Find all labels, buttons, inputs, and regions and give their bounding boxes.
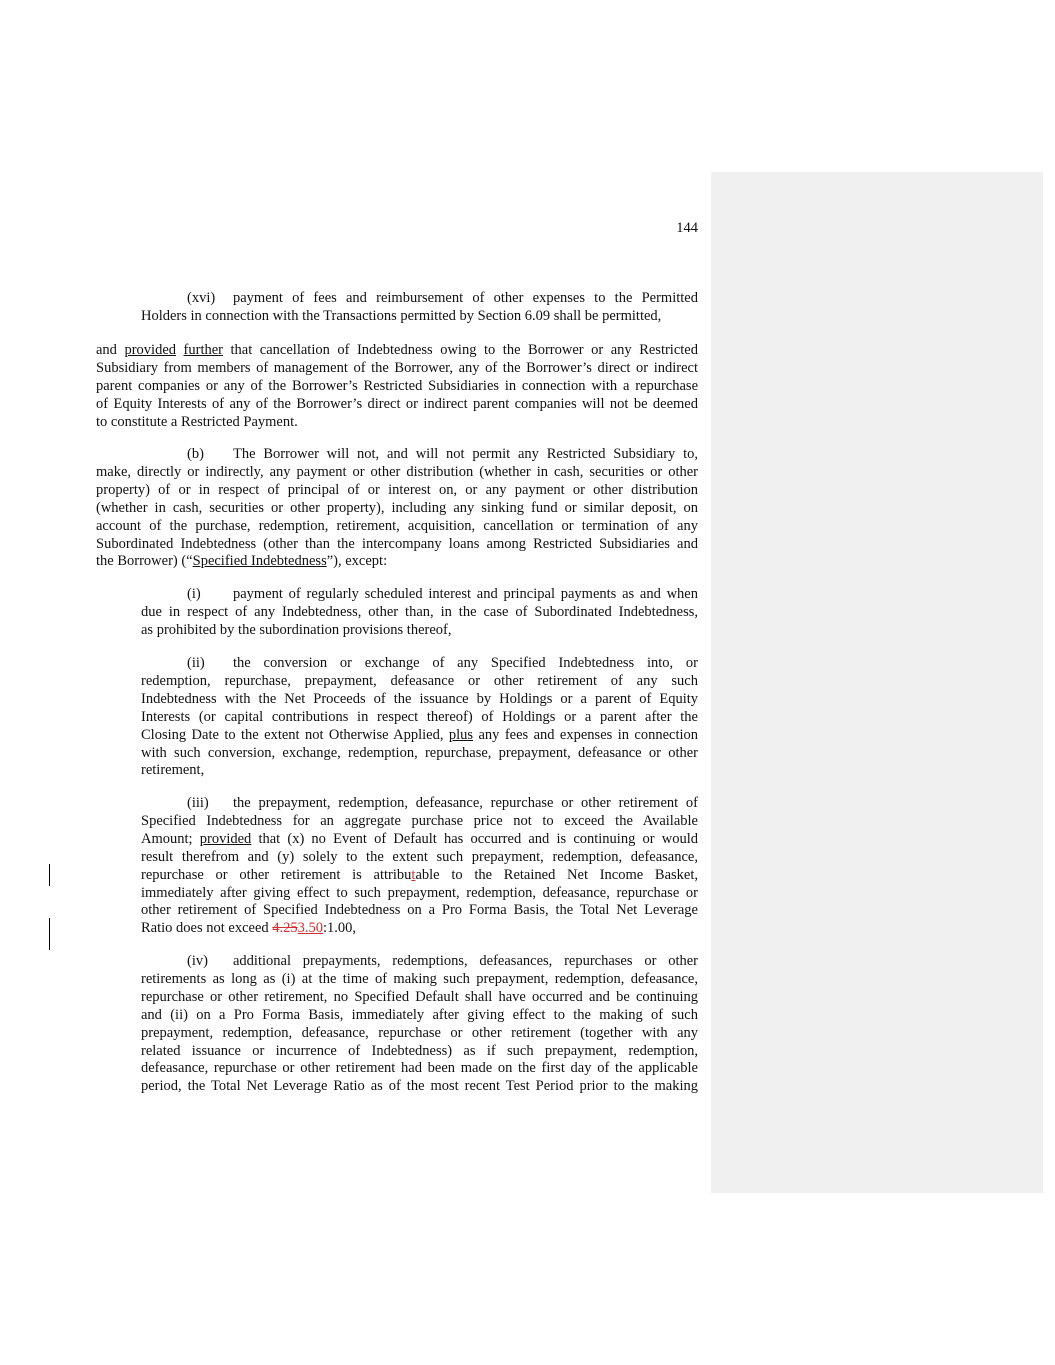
paragraph-line: Subsidiary from members of management of the Borrower, any of the Borrower’s direct or indirect	[96, 359, 698, 376]
paragraph-line: redemption, repurchase, prepayment, defeasance or other retirement of any such	[141, 672, 698, 689]
paragraph-line: Holders in connection with the Transactions permitted by Section 6.09 shall be permitted,	[141, 307, 662, 324]
change-bar	[49, 864, 50, 886]
inserted-text: 3.50	[297, 920, 324, 937]
paragraph-line: immediately after giving effect to such prepayment, redemption, defeasance, repurchase or	[141, 884, 698, 901]
deleted-text: 4.25	[272, 920, 298, 937]
paragraph-xvi	[141, 290, 698, 326]
defined-term: further	[183, 342, 223, 358]
defined-term: provided	[199, 830, 252, 847]
paragraph-line: (xvi) payment of fees and reimbursement of other expenses to the Permitted	[187, 290, 698, 306]
paragraph-line: Amount; provided that (x) no Event of Default has occurred and is continuing or would	[141, 830, 699, 847]
paragraph-line: and (ii) on a Pro Forma Basis, immediately after giving effect to the making of such	[141, 1006, 698, 1023]
paragraph-line: (iii) the prepayment, redemption, defeasance, repurchase or other retirement of	[187, 795, 698, 811]
paragraph-line: defeasance, repurchase or other retirement had been made on the first day of the applicable	[141, 1060, 698, 1077]
paragraph-line: retirement,	[141, 762, 205, 779]
defined-term: plus	[448, 726, 474, 743]
paragraph-line: Interests (or capital contributions in respect thereof) of Holdings or a parent after the	[141, 708, 698, 725]
paragraph-proviso	[96, 342, 698, 432]
paragraph-line: account of the purchase, redemption, retirement, acquisition, cancellation or termination of any	[96, 517, 698, 534]
paragraph-b	[96, 446, 698, 571]
change-bar	[49, 918, 50, 950]
paragraph-line: (whether in cash, securities or other property), including any sinking fund or similar deposit, on	[96, 499, 698, 516]
paragraph-line: (iv) additional prepayments, redemptions, defeasances, repurchases or other	[187, 953, 698, 969]
paragraph-line: Subordinated Indebtedness (other than the intercompany loans among Restricted Subsidiaries and	[96, 535, 698, 552]
clause-marker: (xvi)	[187, 290, 216, 306]
paragraph-line: to constitute a Restricted Payment.	[96, 413, 298, 430]
paragraph-line: with such conversion, exchange, redemption, repurchase, prepayment, defeasance or other	[141, 744, 698, 761]
paragraph-i	[141, 586, 698, 640]
clause-marker: (b)	[187, 446, 204, 462]
paragraph-line: Specified Indebtedness for an aggregate purchase price not to exceed the Available	[141, 812, 698, 829]
paragraph-line: related issuance or incurrence of Indebtedness) as if such prepayment, redemption,	[141, 1042, 698, 1059]
paragraph-line: parent companies or any of the Borrower’s Restricted Subsidiaries in connection with a repurchase	[96, 377, 698, 394]
paragraph-line: (ii) the conversion or exchange of any Specified Indebtedness into, or	[187, 655, 698, 671]
paragraph-line: (b) The Borrower will not, and will not permit any Restricted Subsidiary to,	[187, 446, 698, 462]
paragraph-line: repurchase or other retirement, no Specified Default shall have occurred and be continuing	[141, 988, 698, 1005]
page-number: 144	[676, 220, 698, 236]
paragraph-line: Indebtedness with the Net Proceeds of the issuance by Holdings or a parent of Equity	[141, 690, 698, 707]
paragraph-line: as prohibited by the subordination provisions thereof,	[141, 621, 452, 638]
paragraph-line: result therefrom and (y) solely to the extent such prepayment, redemption, defeasance,	[141, 848, 698, 865]
paragraph-line: Closing Date to the extent not Otherwise Applied, plus any fees and expenses in connection	[141, 726, 698, 743]
paragraph-line: and provided further that cancellation of Indebtedness owing to the Borrower or any Restricted	[96, 342, 698, 358]
paragraph-iii	[141, 795, 698, 938]
paragraph-line: of Equity Interests of any of the Borrower’s direct or indirect parent companies will not be deemed	[96, 395, 698, 412]
paragraph-ii	[141, 655, 698, 780]
paragraph-line: period, the Total Net Leverage Ratio as of the most recent Test Period prior to the making	[141, 1078, 698, 1095]
paragraph-line: repurchase or other retirement is attributable to the Retained Net Income Basket,	[141, 866, 699, 883]
paragraph-line: due in respect of any Indebtedness, other than, in the case of Subordinated Indebtedness,	[141, 603, 698, 620]
clause-marker: (iii)	[187, 795, 209, 811]
paragraph-line: make, directly or indirectly, any payment or other distribution (whether in cash, securities or other	[96, 463, 698, 480]
defined-term: Specified Indebtedness	[192, 553, 327, 570]
comment-pane	[711, 172, 1043, 1193]
paragraph-iv	[141, 953, 698, 1096]
clause-marker: (i)	[187, 586, 201, 602]
paragraph-line: the Borrower) (“Specified Indebtedness”), except:	[96, 553, 388, 570]
paragraph-line: (i) payment of regularly scheduled interest and principal payments as and when	[187, 586, 698, 602]
defined-term: provided	[124, 342, 177, 358]
paragraph-line: property) of or in respect of principal of or interest on, or any payment or other distribution	[96, 481, 698, 498]
inserted-text: t	[411, 866, 416, 883]
paragraph-line: Ratio does not exceed 4.253.50:1.00,	[141, 920, 357, 937]
paragraph-line: other retirement of Specified Indebtedness on a Pro Forma Basis, the Total Net Leverage	[141, 902, 698, 919]
clause-marker: (iv)	[187, 953, 208, 969]
paragraph-line: prepayment, redemption, defeasance, repurchase or other retirement (together with any	[141, 1024, 698, 1041]
clause-marker: (ii)	[187, 655, 205, 671]
paragraph-line: retirements as long as (i) at the time of making such prepayment, redemption, defeasance,	[141, 970, 698, 987]
